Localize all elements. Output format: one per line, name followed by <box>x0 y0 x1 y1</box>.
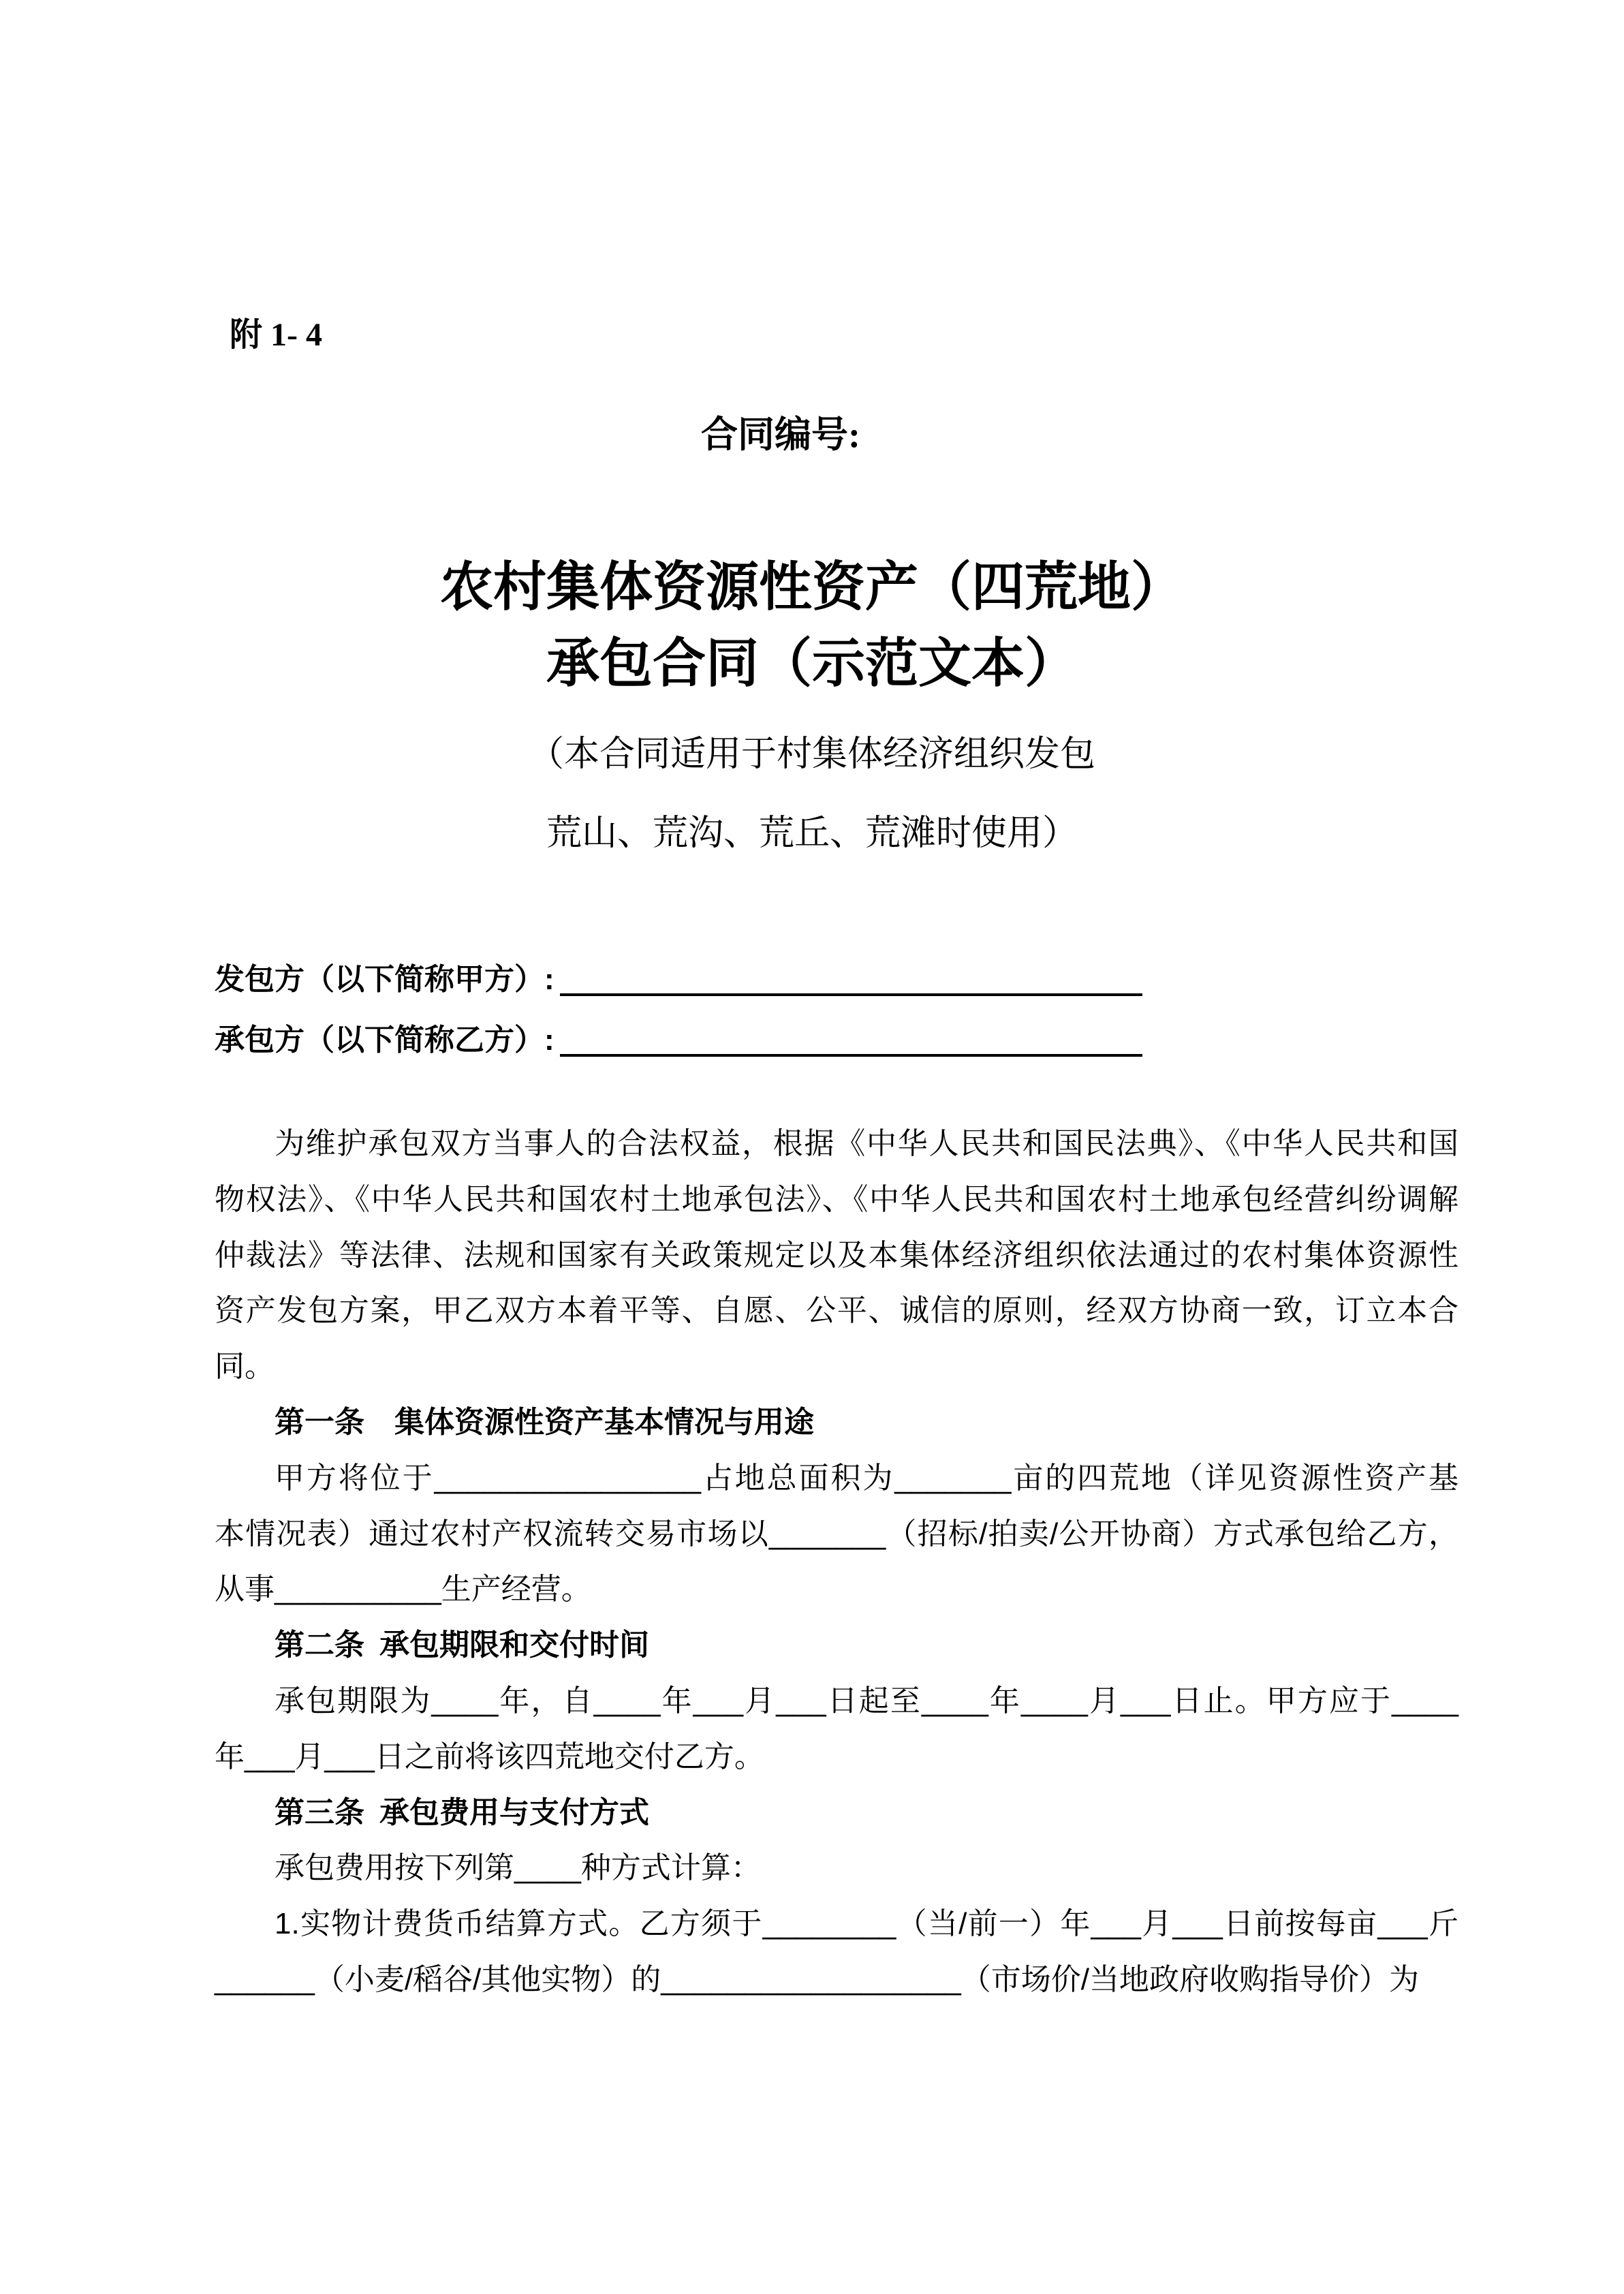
document-subtitle <box>0 715 1624 873</box>
document-title <box>0 548 1624 701</box>
contract-body-line: 年___月___日之前将该四荒地交付乙方。 <box>215 1739 764 1773</box>
contract-body-line: 物权法》、《中华人民共和国农村土地承包法》、《中华人民共和国农村土地承包经营纠纷调解 <box>215 1182 1458 1216</box>
document-title-line-2: 承包合同（示范文本） <box>546 633 1078 693</box>
party-a-row <box>215 949 1142 1010</box>
parties-block <box>215 949 1142 1070</box>
document-subtitle-line-1: （本合同适用于村集体经济组织发包 <box>528 734 1095 774</box>
contract-body-line: 承包费用按下列第____种方式计算： <box>275 1851 761 1885</box>
contract-body-line: 1.实物计费货币结算方式。乙方须于________（当/前一）年___月___日前按每亩___斤 <box>275 1907 1458 1941</box>
contract-body-line: 承包期限为____年，自____年___月___日起至____年____月___日止。甲方应于____ <box>275 1684 1458 1718</box>
contract-body-line: 同。 <box>215 1350 275 1384</box>
contract-body-line: 仲裁法》等法律、法规和国家有关政策规定以及本集体经济组织依法通过的农村集体资源性 <box>215 1238 1458 1272</box>
contract-body <box>215 1116 1458 2008</box>
party-b-row <box>215 1010 1142 1070</box>
contract-body-line: ______（小麦/稻谷/其他实物）的__________________（市场价/当地政府收购指导价）为 <box>215 1962 1419 1996</box>
party-b-blank-line <box>560 1054 1142 1057</box>
contract-number-label: 合同编号: <box>701 414 860 455</box>
section-heading-line: 第三条 承包费用与支付方式 <box>275 1795 649 1829</box>
document-title-line-1: 农村集体资源性资产（四荒地） <box>439 557 1184 617</box>
section-heading-line: 第二条 承包期限和交付时间 <box>275 1628 649 1662</box>
document-subtitle-line-2: 荒山、荒沟、荒丘、荒滩时使用） <box>546 813 1078 853</box>
contract-body-line: 资产发包方案，甲乙双方本着平等、自愿、公平、诚信的原则，经双方协商一致，订立本合 <box>215 1294 1458 1328</box>
annex-number: 附 1- 4 <box>230 317 322 353</box>
contract-body-line: 从事__________生产经营。 <box>215 1572 591 1607</box>
party-b-label: 承包方（以下简称乙方）: <box>215 1023 555 1057</box>
contract-body-line: 甲方将位于________________占地总面积为_______亩的四荒地（详见资源性资产基 <box>275 1461 1458 1495</box>
contract-number-row <box>0 411 1624 459</box>
party-a-label: 发包方（以下简称甲方）: <box>215 963 555 996</box>
party-a-blank-line <box>560 993 1142 996</box>
contract-body-line: 本情况表）通过农村产权流转交易市场以_______（招标/拍卖/公开协商）方式承包给乙方， <box>215 1517 1458 1551</box>
section-heading-line: 第一条 集体资源性资产基本情况与用途 <box>275 1405 814 1439</box>
contract-body-line: 为维护承包双方当事人的合法权益，根据《中华人民共和国民法典》、《中华人民共和国 <box>275 1127 1458 1160</box>
